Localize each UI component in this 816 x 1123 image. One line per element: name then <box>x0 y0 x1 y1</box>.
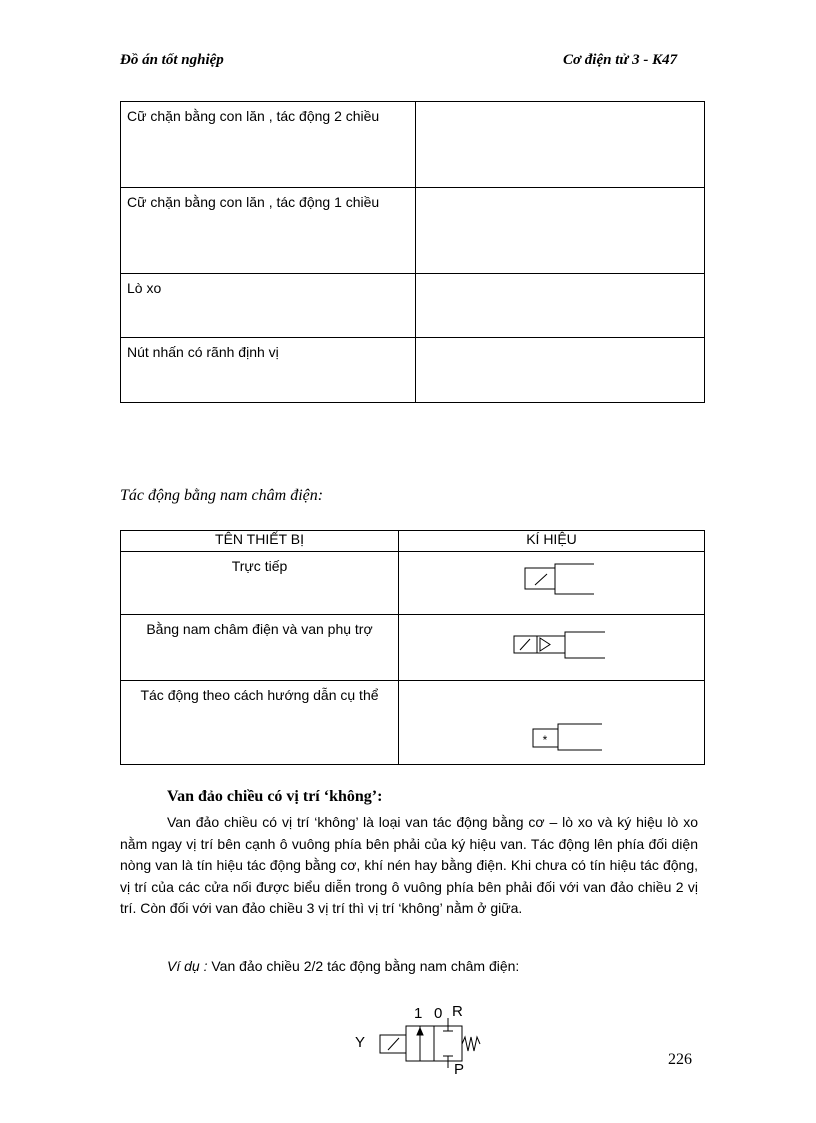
spring-icon <box>462 1037 480 1051</box>
table-header-row <box>121 531 705 552</box>
port-p-label: P <box>454 1061 465 1078</box>
table-row <box>121 338 705 403</box>
column-header-name: TÊN THIẾT BỊ <box>121 531 399 552</box>
symbol-cell <box>415 188 704 274</box>
table-row <box>121 681 705 765</box>
port-y-label: Y <box>355 1034 366 1051</box>
example-label: Ví dụ : <box>167 958 208 974</box>
solenoid-actuator-table <box>120 530 705 765</box>
header-right: Cơ điện tử 3 - K47 <box>563 52 678 68</box>
page-number: 226 <box>668 1051 692 1068</box>
position-0-label: 0 <box>434 1005 443 1022</box>
specific-actuation-symbol <box>399 681 699 765</box>
example-text: Van đảo chiều 2/2 tác động bằng nam châm điện: <box>207 958 520 974</box>
example-line <box>167 958 519 974</box>
table-row <box>121 615 705 681</box>
column-header-symbol: KÍ HIỆU <box>399 531 705 552</box>
device-name: Trực tiếp <box>121 552 399 615</box>
header-left: Đồ án tốt nghiệp <box>120 52 224 68</box>
device-name: Cữ chặn bằng con lăn , tác động 2 chiều <box>121 102 416 188</box>
device-name: Cữ chặn bằng con lăn , tác động 1 chiều <box>121 188 416 274</box>
symbol-cell <box>415 102 704 188</box>
section-heading: Tác động bằng nam châm điện: <box>120 487 324 504</box>
symbol-cell <box>399 681 705 765</box>
port-r-label: R <box>452 1003 463 1020</box>
valve-description: Van đảo chiều có vị trí ‘không’ là loại van tác động bằng cơ – lò xo và ký hiệu lò xo nằm ngay vị trí bên cạnh ô vuông phía bên phải của ký hiệu van. Tác động lên phía đối diện nòng van là tín hiệu tác động bằng cơ, khí nén hay bằng điện. Khi chưa có tín hiệu tác động, vị trí của các cửa nối được biểu diễn trong ô vuông phía bên phải đối với van đảo chiều 2 vị trí. Còn đối với van đảo chiều 3 vị trí thì vị trí ‘không’ nằm ở giữa. <box>120 814 698 916</box>
symbol-cell <box>415 274 704 338</box>
device-name: Bằng nam châm điện và van phụ trợ <box>121 615 399 681</box>
symbol-cell <box>415 338 704 403</box>
solenoid-pilot-symbol <box>399 615 699 681</box>
valve-section-title: Van đảo chiều có vị trí ‘không’: <box>167 788 383 805</box>
device-name: Nút nhấn có rãnh định vị <box>121 338 416 403</box>
table-row <box>121 552 705 615</box>
actuator-table-1 <box>120 101 705 403</box>
valve-2-2-diagram <box>350 1000 500 1080</box>
direct-solenoid-symbol <box>399 552 699 615</box>
table-row <box>121 188 705 274</box>
device-name: Lò xo <box>121 274 416 338</box>
symbol-cell <box>399 615 705 681</box>
position-1-label: 1 <box>414 1005 423 1022</box>
table-row <box>121 102 705 188</box>
device-name: Tác động theo cách hướng dẫn cụ thể <box>121 681 399 765</box>
symbol-mark: * <box>542 733 548 747</box>
symbol-cell <box>399 552 705 615</box>
table-row <box>121 274 705 338</box>
